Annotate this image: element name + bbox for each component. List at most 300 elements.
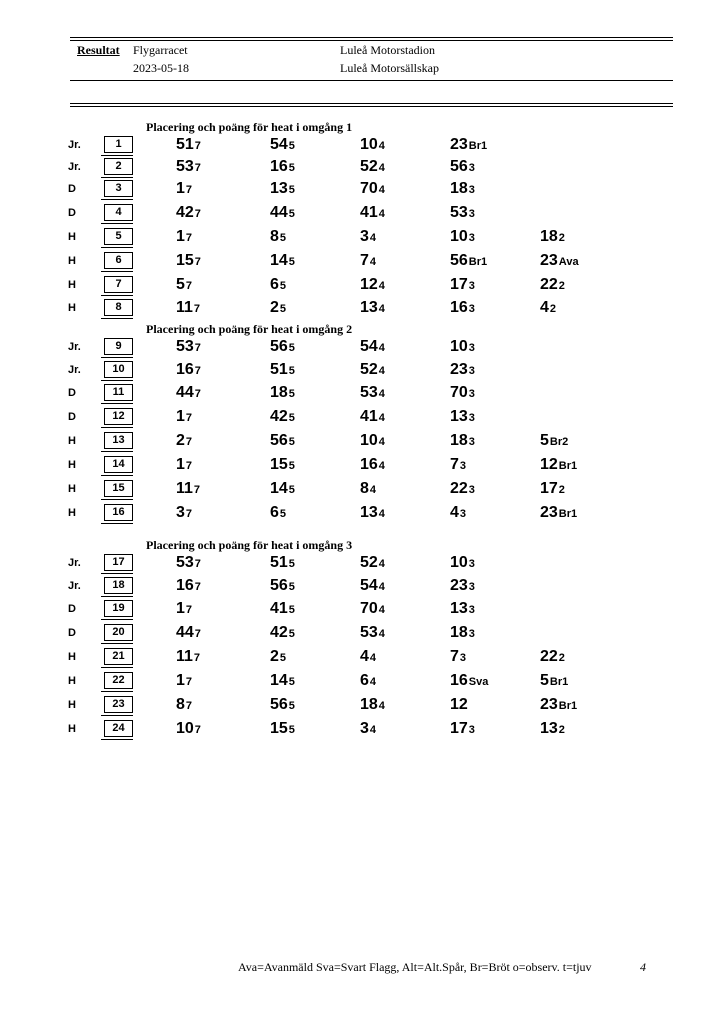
points: 4 <box>378 700 385 712</box>
heat-row <box>0 504 724 526</box>
heat-number: 3 <box>104 180 133 197</box>
heat-row <box>0 480 724 502</box>
points: 5 <box>288 162 295 174</box>
car-number: 17 <box>450 720 468 737</box>
points: 7 <box>194 162 201 174</box>
heat-underline <box>101 715 133 716</box>
heat-underline <box>101 357 133 358</box>
top-rule-2 <box>70 40 673 41</box>
car-number: 23 <box>450 136 468 153</box>
heat-row <box>0 252 724 274</box>
points: 5 <box>288 604 295 616</box>
heat-number: 5 <box>104 228 133 245</box>
points: 5 <box>279 232 287 244</box>
heat-number: 12 <box>104 408 133 425</box>
result-entry <box>450 136 487 154</box>
points: 7 <box>194 140 201 152</box>
result-entry <box>360 600 385 618</box>
result-entry <box>360 696 385 714</box>
points: 4 <box>369 484 377 496</box>
result-entry <box>360 180 385 198</box>
points: 5 <box>279 652 287 664</box>
result-entry <box>176 338 201 356</box>
result-entry <box>270 338 295 356</box>
car-number: 70 <box>450 384 468 401</box>
result-entry <box>540 299 556 317</box>
result-entry <box>270 136 295 154</box>
car-number: 41 <box>360 204 378 221</box>
heat-number: 6 <box>104 252 133 269</box>
heat-class: H <box>68 483 76 495</box>
heat-row <box>0 361 724 383</box>
result-entry <box>176 299 200 317</box>
result-entry <box>360 204 385 222</box>
car-number: 54 <box>360 577 378 594</box>
car-number: 10 <box>360 432 378 449</box>
points: 5 <box>288 628 295 640</box>
round-title: Placering och poäng för heat i omgång 1 <box>146 120 353 134</box>
heat-row <box>0 338 724 360</box>
heat-number: 11 <box>104 384 133 401</box>
heat-class: H <box>68 651 76 663</box>
car-number: 10 <box>360 136 378 153</box>
result-entry <box>540 252 579 270</box>
car-number: 16 <box>450 672 468 689</box>
points: 4 <box>378 365 385 377</box>
points: 7 <box>185 460 193 472</box>
heat-underline <box>101 223 133 224</box>
result-entry <box>176 180 192 198</box>
result-entry <box>360 158 385 176</box>
points: Br1 <box>558 508 578 520</box>
points: 5 <box>288 581 295 593</box>
points: 3 <box>468 581 475 593</box>
points: 3 <box>468 558 475 570</box>
result-entry <box>270 204 295 222</box>
points: 4 <box>369 676 377 688</box>
car-number: 8 <box>176 696 185 713</box>
points: 3 <box>468 484 475 496</box>
points: 3 <box>468 412 475 424</box>
heat-number: 16 <box>104 504 133 521</box>
points: 5 <box>288 365 295 377</box>
points: 4 <box>369 724 377 736</box>
points: Sva <box>468 676 489 688</box>
result-entry <box>540 696 577 714</box>
heat-number: 24 <box>104 720 133 737</box>
points: 4 <box>378 581 385 593</box>
result-entry <box>360 136 385 154</box>
car-number: 12 <box>360 276 378 293</box>
car-number: 44 <box>176 384 194 401</box>
points: 7 <box>185 280 193 292</box>
result-entry <box>270 554 295 572</box>
points: 3 <box>468 162 475 174</box>
points: 7 <box>194 724 201 736</box>
car-number: 54 <box>360 338 378 355</box>
car-number: 16 <box>360 456 378 473</box>
car-number: 16 <box>176 577 194 594</box>
car-number: 13 <box>360 504 378 521</box>
result-entry <box>360 504 385 522</box>
heat-class: H <box>68 302 76 314</box>
result-entry <box>176 252 201 270</box>
car-number: 51 <box>270 554 288 571</box>
result-entry <box>270 648 286 666</box>
heat-row <box>0 720 724 742</box>
result-entry <box>176 136 201 154</box>
page-number: 4 <box>640 960 646 974</box>
result-entry <box>270 504 286 522</box>
points: 4 <box>369 232 377 244</box>
heat-class: H <box>68 723 76 735</box>
points: 4 <box>378 342 385 354</box>
points: Br1 <box>468 256 488 268</box>
result-entry <box>450 228 475 246</box>
heat-row <box>0 672 724 694</box>
car-number: 22 <box>540 276 558 293</box>
points: Br1 <box>558 460 578 472</box>
result-entry <box>270 480 295 498</box>
heat-class: D <box>68 183 76 195</box>
points: 3 <box>468 208 475 220</box>
points: 5 <box>288 460 295 472</box>
header-rule <box>70 80 673 81</box>
result-entry <box>176 577 201 595</box>
points: 7 <box>193 303 201 315</box>
car-number: 56 <box>270 577 288 594</box>
footer-legend: Ava=Avanmäld Sva=Svart Flagg, Alt=Alt.Spår, Br=Bröt o=observ. t=tjuv <box>238 960 592 974</box>
points: 7 <box>194 342 201 354</box>
heat-row <box>0 696 724 718</box>
heat-underline <box>101 667 133 668</box>
result-entry <box>270 228 286 246</box>
result-entry <box>450 600 475 618</box>
points: 2 <box>558 280 565 292</box>
heat-class: D <box>68 627 76 639</box>
heat-class: H <box>68 231 76 243</box>
result-entry <box>270 577 295 595</box>
result-entry <box>450 384 475 402</box>
result-entry <box>540 432 568 450</box>
points: 5 <box>288 388 295 400</box>
points: 7 <box>194 581 201 593</box>
race-date: 2023-05-18 <box>133 61 189 75</box>
points: 7 <box>194 365 201 377</box>
car-number: 53 <box>176 554 194 571</box>
points: 4 <box>378 604 385 616</box>
car-number: 17 <box>450 276 468 293</box>
points: Br2 <box>549 436 569 448</box>
car-number: 13 <box>450 408 468 425</box>
car-number: 70 <box>360 600 378 617</box>
heat-row <box>0 136 724 158</box>
car-number: 4 <box>360 648 369 665</box>
points: 3 <box>468 604 475 616</box>
content-rule <box>70 103 673 104</box>
heat-underline <box>101 523 133 524</box>
points: 5 <box>288 256 295 268</box>
heat-class: H <box>68 699 76 711</box>
result-entry <box>450 648 466 666</box>
club-name: Luleå Motorsällskap <box>340 61 439 75</box>
points: 4 <box>378 388 385 400</box>
result-entry <box>360 672 376 690</box>
heat-underline <box>101 295 133 296</box>
points: 2 <box>558 232 565 244</box>
heat-underline <box>101 451 133 452</box>
car-number: 14 <box>270 480 288 497</box>
heat-row <box>0 276 724 298</box>
result-entry <box>176 600 192 618</box>
points: 5 <box>288 700 295 712</box>
points: 4 <box>378 208 385 220</box>
points: 2 <box>549 303 557 315</box>
heat-class: H <box>68 675 76 687</box>
points: 4 <box>378 303 385 315</box>
car-number: 53 <box>176 158 194 175</box>
heat-number: 8 <box>104 299 133 316</box>
car-number: 1 <box>176 456 185 473</box>
heat-class: H <box>68 459 76 471</box>
heat-number: 15 <box>104 480 133 497</box>
result-entry <box>176 720 201 738</box>
car-number: 6 <box>270 276 279 293</box>
car-number: 1 <box>176 228 185 245</box>
result-entry <box>270 384 295 402</box>
car-number: 3 <box>176 504 185 521</box>
car-number: 10 <box>176 720 194 737</box>
result-entry <box>176 480 200 498</box>
result-entry <box>450 504 466 522</box>
car-number: 44 <box>176 624 194 641</box>
venue-name: Luleå Motorstadion <box>340 43 435 57</box>
points: 5 <box>279 280 287 292</box>
result-entry <box>540 480 565 498</box>
car-number: 11 <box>176 480 193 497</box>
points: 4 <box>378 162 385 174</box>
result-entry <box>176 624 201 642</box>
points: 5 <box>288 208 295 220</box>
points: 4 <box>378 184 385 196</box>
points: 5 <box>279 303 287 315</box>
result-entry <box>360 624 385 642</box>
heat-row <box>0 624 724 646</box>
car-number: 1 <box>176 180 185 197</box>
car-number: 23 <box>540 252 558 269</box>
result-entry <box>270 696 295 714</box>
points: Br1 <box>468 140 488 152</box>
car-number: 2 <box>176 432 185 449</box>
heat-number: 13 <box>104 432 133 449</box>
heat-class: H <box>68 255 76 267</box>
heat-underline <box>101 403 133 404</box>
car-number: 53 <box>176 338 194 355</box>
result-entry <box>450 180 475 198</box>
car-number: 51 <box>270 361 288 378</box>
result-entry <box>176 158 201 176</box>
points: 5 <box>288 558 295 570</box>
heat-row <box>0 648 724 670</box>
car-number: 52 <box>360 554 378 571</box>
heat-row <box>0 554 724 576</box>
heat-underline <box>101 739 133 740</box>
result-entry <box>176 384 201 402</box>
car-number: 56 <box>270 696 288 713</box>
result-entry <box>360 361 385 379</box>
points: 5 <box>279 508 287 520</box>
result-entry <box>360 554 385 572</box>
car-number: 2 <box>270 299 279 316</box>
heat-underline <box>101 475 133 476</box>
round-title: Placering och poäng för heat i omgång 2 <box>146 322 353 336</box>
heat-class: H <box>68 507 76 519</box>
result-entry <box>360 648 376 666</box>
heat-row <box>0 158 724 180</box>
car-number: 13 <box>360 299 378 316</box>
result-entry <box>450 361 475 379</box>
points: 7 <box>193 484 201 496</box>
points: 3 <box>468 724 475 736</box>
heat-row <box>0 432 724 454</box>
result-entry <box>360 720 376 738</box>
car-number: 16 <box>176 361 194 378</box>
points: 7 <box>185 436 193 448</box>
heat-underline <box>101 619 133 620</box>
top-rule <box>70 37 673 38</box>
result-entry <box>360 577 385 595</box>
result-entry <box>176 432 192 450</box>
car-number: 10 <box>450 554 468 571</box>
points: Ava <box>558 256 579 268</box>
car-number: 17 <box>540 480 558 497</box>
result-entry <box>450 299 475 317</box>
car-number: 7 <box>450 456 459 473</box>
result-entry <box>450 456 466 474</box>
points: 3 <box>468 280 475 292</box>
heat-class: Jr. <box>68 580 81 592</box>
result-entry <box>450 672 488 690</box>
heat-underline <box>101 596 133 597</box>
heat-underline <box>101 643 133 644</box>
car-number: 4 <box>450 504 459 521</box>
result-entry <box>360 384 385 402</box>
points: 3 <box>468 232 475 244</box>
result-entry <box>176 276 192 294</box>
result-entry <box>270 299 286 317</box>
results-label: Resultat <box>77 43 120 57</box>
points: 7 <box>185 508 193 520</box>
car-number: 5 <box>176 276 185 293</box>
result-entry <box>540 228 565 246</box>
result-entry <box>176 361 201 379</box>
heat-underline <box>101 427 133 428</box>
heat-number: 10 <box>104 361 133 378</box>
result-entry <box>450 204 475 222</box>
points: 5 <box>288 184 295 196</box>
heat-number: 2 <box>104 158 133 175</box>
result-entry <box>450 338 475 356</box>
points: 4 <box>378 508 385 520</box>
car-number: 44 <box>270 204 288 221</box>
result-entry <box>176 228 192 246</box>
heat-underline <box>101 499 133 500</box>
result-entry <box>450 276 475 294</box>
heat-number: 23 <box>104 696 133 713</box>
points: 3 <box>468 303 475 315</box>
heat-class: Jr. <box>68 139 81 151</box>
result-entry <box>540 648 565 666</box>
points: 4 <box>378 628 385 640</box>
points: 4 <box>378 436 385 448</box>
heat-number: 22 <box>104 672 133 689</box>
result-entry <box>450 158 475 176</box>
points: 5 <box>288 342 295 354</box>
result-entry <box>450 408 475 426</box>
car-number: 16 <box>270 158 288 175</box>
car-number: 13 <box>450 600 468 617</box>
car-number: 10 <box>450 338 468 355</box>
car-number: 15 <box>270 720 288 737</box>
heat-number: 7 <box>104 276 133 293</box>
points: 3 <box>468 365 475 377</box>
result-entry <box>360 432 385 450</box>
points: 3 <box>468 342 475 354</box>
car-number: 4 <box>540 299 549 316</box>
result-entry <box>450 720 475 738</box>
car-number: 2 <box>270 648 279 665</box>
race-name: Flygarracet <box>133 43 188 57</box>
result-entry <box>176 504 192 522</box>
result-entry <box>540 276 565 294</box>
points: 5 <box>288 724 295 736</box>
result-entry <box>450 432 475 450</box>
points: 7 <box>194 208 201 220</box>
points: 7 <box>185 676 193 688</box>
result-entry <box>270 158 295 176</box>
car-number: 16 <box>450 299 468 316</box>
points: 4 <box>369 256 377 268</box>
car-number: 11 <box>176 299 193 316</box>
points: 7 <box>185 604 193 616</box>
result-entry <box>360 252 376 270</box>
car-number: 56 <box>450 252 468 269</box>
content-rule-2 <box>70 106 673 107</box>
heat-row <box>0 577 724 599</box>
car-number: 18 <box>450 432 468 449</box>
heat-number: 18 <box>104 577 133 594</box>
car-number: 41 <box>270 600 288 617</box>
heat-class: Jr. <box>68 341 81 353</box>
car-number: 18 <box>360 696 378 713</box>
points: 3 <box>459 460 467 472</box>
car-number: 42 <box>176 204 194 221</box>
car-number: 8 <box>270 228 279 245</box>
heat-row <box>0 204 724 226</box>
heat-underline <box>101 199 133 200</box>
result-entry <box>450 696 469 714</box>
heat-number: 21 <box>104 648 133 665</box>
result-entry <box>540 504 577 522</box>
car-number: 13 <box>540 720 558 737</box>
heat-underline <box>101 318 133 319</box>
car-number: 56 <box>270 432 288 449</box>
result-entry <box>270 672 295 690</box>
points: 7 <box>185 700 193 712</box>
car-number: 5 <box>540 672 549 689</box>
result-entry <box>176 408 192 426</box>
heat-row <box>0 384 724 406</box>
